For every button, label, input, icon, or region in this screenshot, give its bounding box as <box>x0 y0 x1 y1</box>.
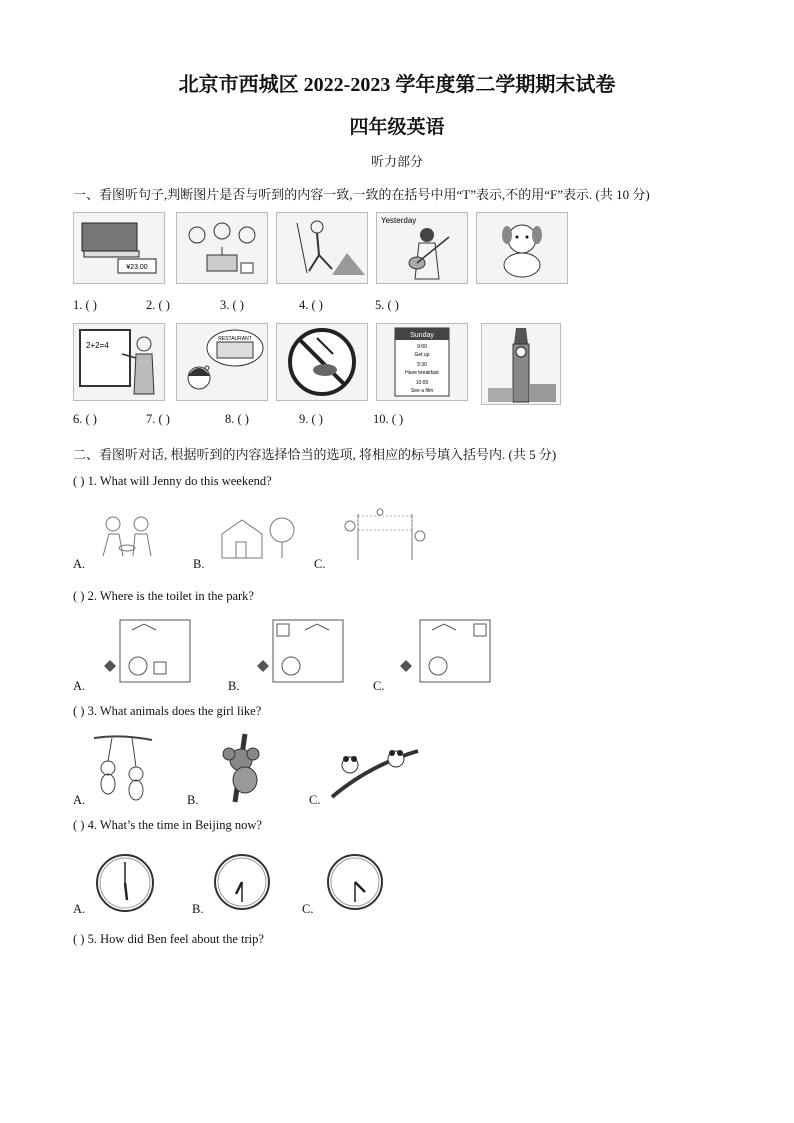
picture-birthday-party <box>176 212 268 284</box>
schedule-line: 9:00 <box>417 344 427 350</box>
picture-teacher-blackboard <box>73 323 165 401</box>
q4-option-a: A. <box>73 902 86 916</box>
answer-label-5: 5. ( ) <box>375 298 399 312</box>
answer-label-2: 2. ( ) <box>146 298 170 312</box>
answer-label-10: 10. ( ) <box>373 412 404 426</box>
page-title: 北京市西城区 2022-2023 学年度第二学期期末试卷 <box>178 74 616 96</box>
question-1: ( ) 1. What will Jenny do this weekend? <box>73 474 272 488</box>
page-subtitle: 四年级英语 <box>349 117 445 138</box>
answer-label-3: 3. ( ) <box>220 298 244 312</box>
math-text: 2+2=4 <box>86 341 109 350</box>
question-2: ( ) 2. Where is the toilet in the park? <box>73 589 254 603</box>
question-5: ( ) 5. How did Ben feel about the trip? <box>73 932 264 946</box>
schedule-title: Sunday <box>410 332 434 339</box>
q4-option-b-clock <box>212 852 272 912</box>
schedule-line: See a film <box>410 388 434 394</box>
answer-label-6: 6. ( ) <box>73 412 97 426</box>
q1-option-a: A. <box>73 557 86 571</box>
q4-option-c-clock <box>325 852 385 912</box>
q4-option-b: B. <box>192 902 204 916</box>
schedule-line: 9:30 <box>417 362 427 368</box>
q1-option-c: C. <box>314 557 326 571</box>
answer-label-7: 7. ( ) <box>146 412 170 426</box>
q1-option-a-picture <box>95 512 160 560</box>
picture-yesterday-guitar <box>376 212 468 284</box>
q1-option-b: B. <box>193 557 205 571</box>
q1-option-c-picture <box>340 506 430 562</box>
question-3: ( ) 3. What animals does the girl like? <box>73 704 262 718</box>
q3-option-b-koala <box>205 732 281 804</box>
q3-option-a: A. <box>73 793 86 807</box>
restaurant-sign: RESTAURANT <box>218 336 252 342</box>
price-tag: ¥23.00 <box>126 264 148 271</box>
q4-option-c: C. <box>302 902 314 916</box>
q3-option-a-monkeys <box>92 732 154 804</box>
q2-option-b: B. <box>228 679 240 693</box>
section-label: 听力部分 <box>370 154 423 169</box>
picture-dog <box>476 212 568 284</box>
picture-sunday-schedule <box>376 323 468 401</box>
part1-instruction: 一、看图听句子,判断图片是否与听到的内容一致,一致的在括号中用“T”表示,不的用“F”表示. (共 10 分) <box>73 187 650 202</box>
answer-label-9: 9. ( ) <box>299 412 323 426</box>
schedule-line: 10:00 <box>415 380 429 386</box>
yesterday-text: Yesterday <box>381 216 417 225</box>
picture-big-ben <box>481 323 561 405</box>
q3-option-c-pandas <box>330 745 420 800</box>
answer-label-8: 8. ( ) <box>225 412 249 426</box>
picture-no-fishing <box>276 323 368 401</box>
picture-hiking <box>276 212 368 284</box>
answer-label-1: 1. ( ) <box>73 298 97 312</box>
q2-option-c: C. <box>373 679 385 693</box>
picture-book-price <box>73 212 165 284</box>
schedule-line: Have breakfast <box>405 370 439 376</box>
question-4: ( ) 4. What’s the time in Beijing now? <box>73 818 262 832</box>
answer-label-4: 4. ( ) <box>299 298 323 312</box>
q1-option-b-picture <box>210 512 300 562</box>
part2-instruction: 二、看图听对话, 根据听到的内容选择恰当的选项, 将相应的标号填入括号内. (共 5 分) <box>73 447 557 462</box>
picture-girl-restaurant <box>176 323 268 401</box>
q3-option-b: B. <box>187 793 199 807</box>
q2-option-a: A. <box>73 679 86 693</box>
q2-option-b-map <box>245 618 345 684</box>
q2-option-c-map <box>392 618 492 684</box>
q2-option-a-map <box>92 618 192 684</box>
schedule-line: Get up <box>414 352 430 358</box>
q4-option-a-clock <box>94 852 156 914</box>
q3-option-c: C. <box>309 793 321 807</box>
